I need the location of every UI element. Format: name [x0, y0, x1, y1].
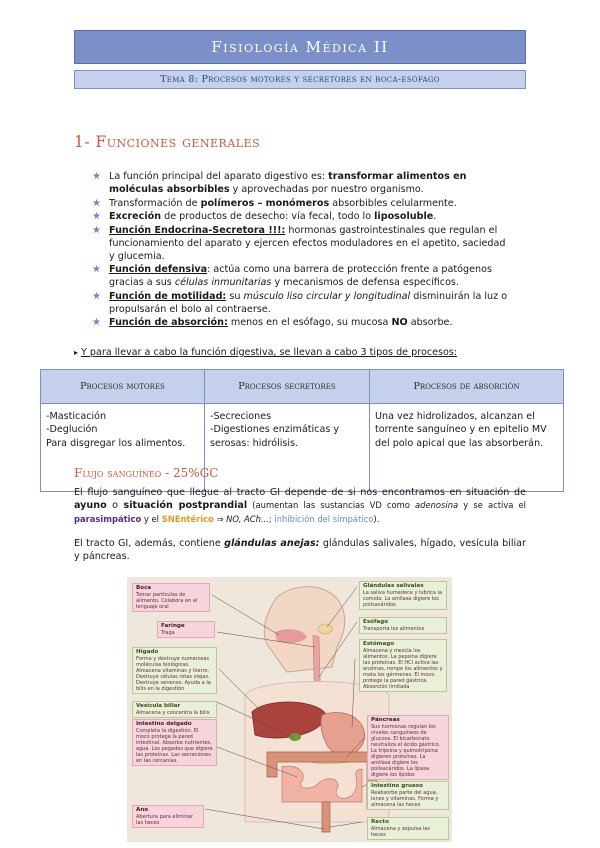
star-icon: ★ [92, 224, 101, 236]
label-pancreas: Páncreas Sus hormonas regulan los niveles sanguíneos de glucosa. El bicarbonato neutraliza el ácido gástrico. La tripsina y quimotripsina digieren proteínas. La amilasa digiere los polisacáridos. La lipasa digiere los lípidos [367, 715, 449, 780]
star-icon: ★ [92, 317, 101, 329]
star-icon: ★ [92, 171, 101, 182]
digestive-system-figure [127, 577, 452, 842]
label-glandulas-salivales: Glándulas salivales La saliva humedece y lubrica la comida. La amilasa digiere los polisacáridos [359, 581, 447, 610]
label-vesicula: Vesícula biliar Almacena y concentra la bilis [132, 701, 217, 718]
list-item: ★ La función principal del aparato digestivo es: transformar alimentos en moléculas absorbibles y aprovechadas por nuestro organismo. [92, 171, 467, 196]
list-item: ★ Función Endocrina-Secretora !!!: hormonas gastrointestinales que regulan el funcionamiento del aparato y ejercen efectos moduladores en el apetito, saciedad y glucemia. [92, 224, 506, 262]
flujo-title: Flujo sanguíneo - 25%GC [74, 466, 219, 480]
list-item: ★ Función defensiva: actúa como una barrera de protección frente a patógenos gracias a sus células inmunitarias y mecanismos de defensa específicos. [92, 264, 492, 289]
cell-motores: -Masticación -Deglución Para disgregar los alimentos. [41, 404, 205, 492]
table-header-absorcion: Procesos de absorción [370, 370, 564, 404]
label-boca: Boca Tomar partículas de alimento. Colabora en el lenguaje oral [132, 583, 210, 612]
cell-absorcion: Una vez hidrolizados, alcanzan el torrente sanguíneo y en epitelio MV del polo apical que las absorberán. [370, 404, 564, 492]
star-icon: ★ [92, 264, 101, 276]
label-intestino-grueso: Intestino grueso Reabsorbe parte del agua, iones y vitaminas. Forma y almacena las heces [367, 781, 449, 810]
section-title-funciones: 1- Funciones generales [74, 133, 261, 151]
list-item: ★ Función de motilidad: su músculo liso circular y longitudinal disminuirán la luz o propulsarán el bolo al contraerse. [92, 290, 508, 315]
label-ano: Ano Abertura para eliminar las heces [132, 805, 204, 828]
label-estomago: Estómago Almacena y mezcla los alimentos. La pepsina digiere las proteínas. El HCl activa las enzimas, rompe los alimentos y mata los gérmenes. El moco protege la pared gástrica. Absorción limitada [359, 639, 447, 692]
star-icon: ★ [92, 197, 101, 209]
table-header-motores: Procesos motores [41, 370, 205, 404]
star-icon: ★ [92, 211, 101, 223]
topic-subtitle: Tema 8: Procesos motores y secretores en boca-esófago [74, 70, 526, 89]
flujo-paragraph: El flujo sanguíneo que llegue al tracto GI depende de si nos encontramos en situación de ayuno o situación postprandial (aumentan las sustancias VD como adenosina y se activa el parasimpático y el SNEntérico ⇒ NO, ACh...; inhibición del simpático). [74, 487, 526, 524]
star-icon: ★ [92, 290, 101, 302]
bullet-list [92, 170, 512, 330]
label-intestino-delgado: Intestino delgado Completa la digestión. El moco protege la pared intestinal. Absorbe nutrientes, agua. Los pegados que digiere las proteínas. Las secreciones en las cercanías. [132, 719, 217, 766]
label-faringe: Faringe Traga [157, 621, 215, 638]
label-higado: Hígado Forma y destruye numerosas moléculas biológicas. Almacena vitaminas y hierro. Destruye células rotas viejas. Destruye venenos. Ayuda a la bilis en la digestión [132, 647, 217, 694]
list-item: ★ Transformación de polímeros – monómeros absorbibles celularmente. [92, 197, 457, 209]
label-esofago: Esófago Transporta los alimentos [359, 617, 447, 634]
label-recto: Recto Almacena y expulsa las heces [367, 817, 449, 840]
list-item: ★ Excreción de productos de desecho: vía fecal, todo lo liposoluble. [92, 211, 437, 223]
glandulas-paragraph: El tracto GI, además, contiene glándulas anejas: glándulas salivales, hígado, vesícula biliar y páncreas. [74, 538, 526, 563]
page-title: Fisiología Médica II [74, 30, 526, 64]
list-item: ★ Función de absorción: menos en el esófago, su mucosa NO absorbe. [92, 317, 453, 329]
cell-secretores: -Secreciones -Digestiones enzimáticas y serosas: hidrólisis. [205, 404, 370, 492]
table-header-secretores: Procesos secretores [205, 370, 370, 404]
processes-intro: ▸ Y para llevar a cabo la función digestiva, se llevan a cabo 3 tipos de procesos: [74, 347, 458, 358]
triangle-bullet-icon: ▸ [74, 348, 79, 357]
